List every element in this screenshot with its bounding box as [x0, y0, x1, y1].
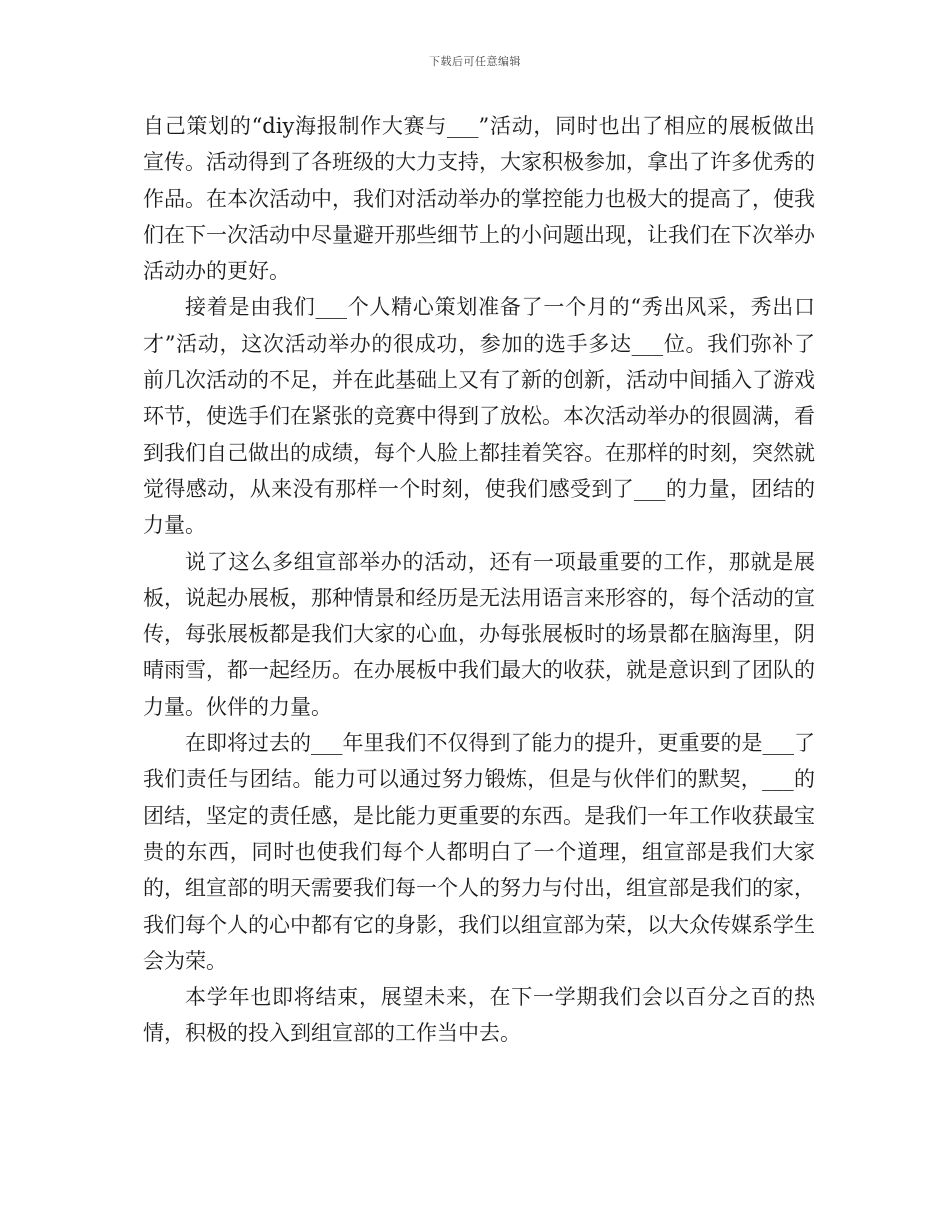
page-header: 下载后可任意编辑: [429, 55, 521, 68]
paragraph-1: 自己策划的“diy海报制作大赛与___”活动，同时也出了相应的展板做出宣传。活动得到了各班级的大力支持，大家积极参加，拿出了许多优秀的作品。在本次活动中，我们对活动举办的掌控能力也极大的提高了，使我们在下一次活动中尽量避开那些细节上的小问题出现，让我们在下次举办活动办的更好。: [143, 114, 815, 284]
document-body: [143, 108, 815, 1052]
paragraph-2: 接着是由我们___个人精心策划准备了一个月的“秀出风采，秀出口才”活动，这次活动举办的很成功，参加的选手多达___位。我们弥补了前几次活动的不足，并在此基础上又有了新的创新，活动中间插入了游戏环节，使选手们在紧张的竞赛中得到了放松。本次活动举办的很圆满，看到我们自己做出的成绩，每个人脸上都挂着笑容。在那样的时刻，突然就觉得感动，从来没有那样一个时刻，使我们感受到了___的力量，团结的力量。: [143, 295, 815, 538]
paragraph-5: 本学年也即将结束，展望未来，在下一学期我们会以百分之百的热情，积极的投入到组宣部的工作当中去。: [143, 985, 815, 1046]
paragraph-3: 说了这么多组宣部举办的活动，还有一项最重要的工作，那就是展板，说起办展板，那种情景和经历是无法用语言来形容的，每个活动的宣传，每张展板都是我们大家的心血，办每张展板时的场景都在脑海里，阴晴雨雪，都一起经历。在办展板中我们最大的收获，就是意识到了团队的力量。伙伴的力量。: [143, 549, 815, 719]
paragraph-4: 在即将过去的___年里我们不仅得到了能力的提升，更重要的是___了我们责任与团结。能力可以通过努力锻炼，但是与伙伴们的默契，___的团结，坚定的责任感，是比能力更重要的东西。是我们一年工作收获最宝贵的东西，同时也使我们每个人都明白了一个道理，组宣部是我们大家的，组宣部的明天需要我们每一个人的努力与付出，组宣部是我们的家，我们每个人的心中都有它的身影，我们以组宣部为荣，以大众传媒系学生会为荣。: [143, 731, 815, 973]
